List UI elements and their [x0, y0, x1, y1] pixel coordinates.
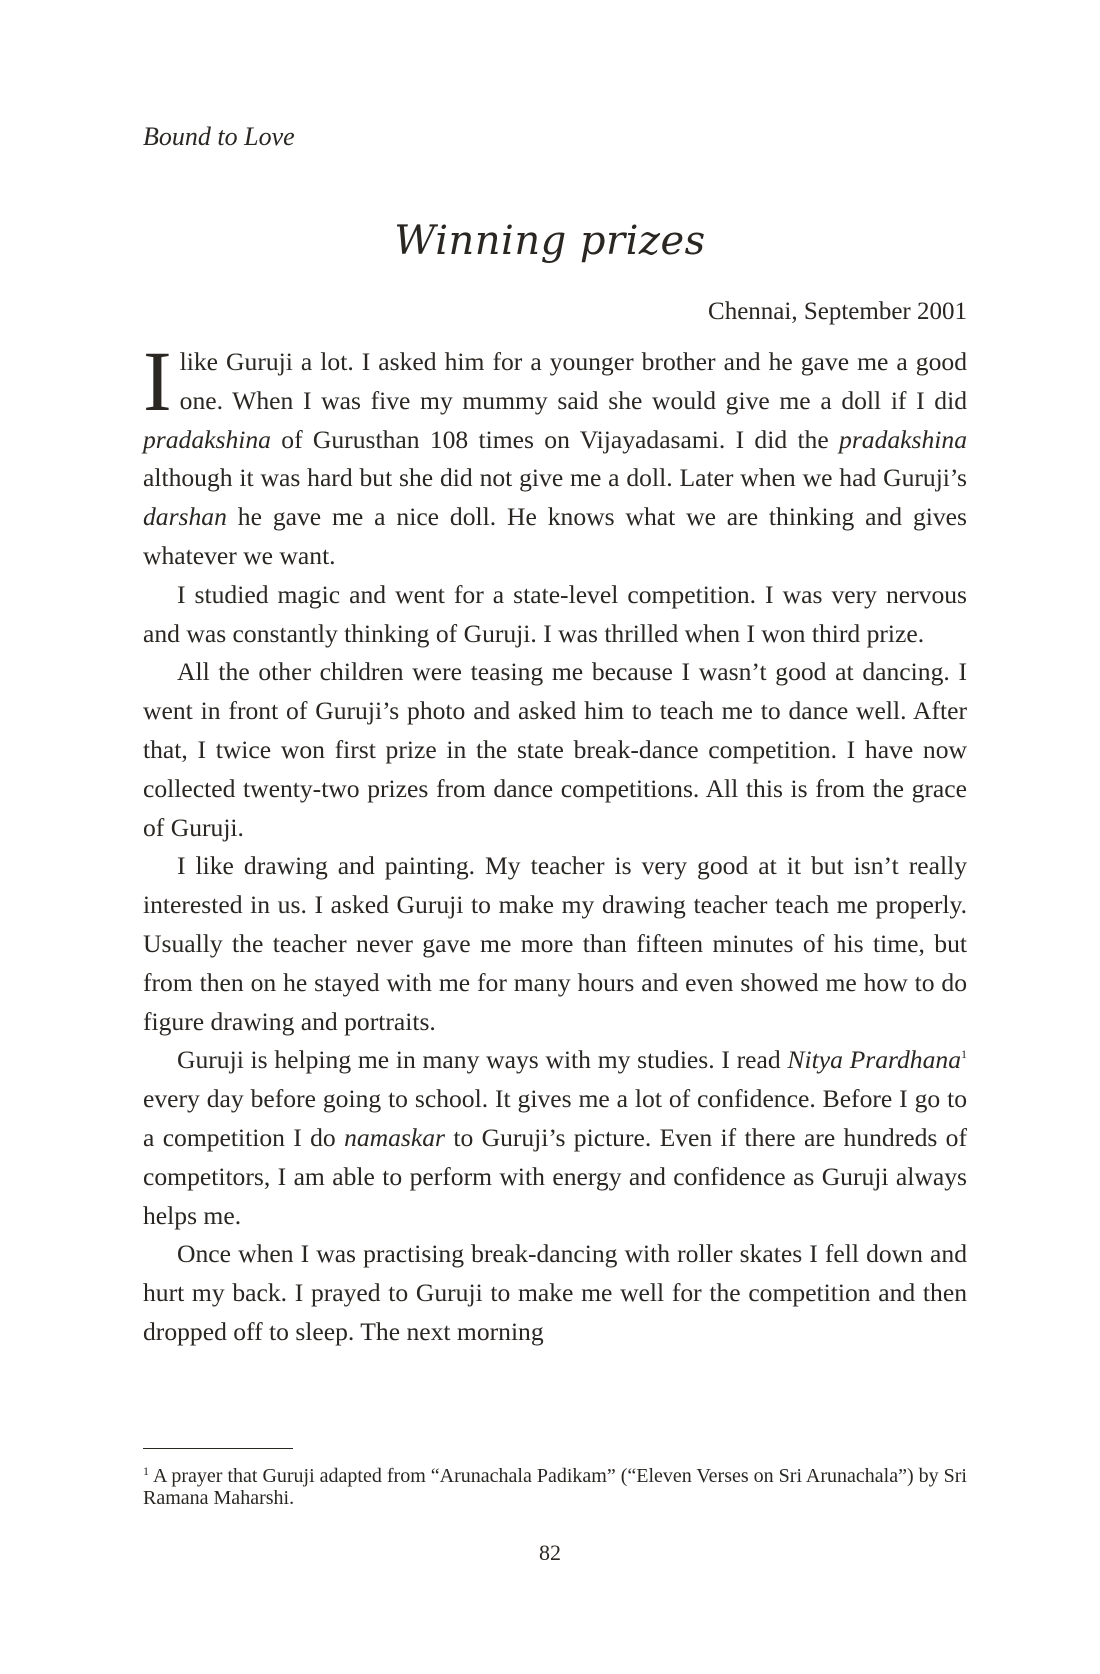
italic-term: Nitya Prardhana — [787, 1045, 961, 1075]
paragraph — [143, 847, 967, 1041]
text-run: I studied magic and went for a state-level competition. I was very nervous and was constantly thinking of Guruji. I was thrilled when I won third prize. — [143, 579, 967, 648]
text-run: he gave me a nice doll. He knows what we are thinking and gives whatever we want. — [143, 502, 967, 570]
italic-term: pradakshina — [143, 424, 271, 454]
paragraph — [143, 333, 967, 576]
text-run: Once when I was practising break-dancing with roller skates I fell down and hurt my back. I prayed to Guruji to make me well for the competition and then dropped off to sleep. The next morning — [143, 1239, 967, 1346]
italic-term: darshan — [143, 502, 227, 532]
italic-term: namaskar — [344, 1122, 446, 1152]
running-head: Bound to Love — [143, 122, 295, 151]
text-run: All the other children were teasing me because I wasn’t good at dancing. I went in front of Guruji’s photo and asked him to teach me to dance well. After that, I twice won first prize in the state break-dance competition. I have now collected twenty-two prizes from dance competitions. All this is from the grace of Guruji. — [143, 657, 967, 842]
chapter-title: Winning prizes — [394, 218, 706, 264]
text-run: I like drawing and painting. My teacher is very good at it but isn’t really interested in us. I asked Guruji to make my drawing teacher teach me properly. Usually the teacher never gave me more than fifteen minutes of his time, but from then on he stayed with me for many hours and even showed me how to do figure drawing and portraits. — [143, 851, 967, 1036]
paragraph — [143, 1235, 967, 1351]
body-text — [143, 333, 968, 1352]
paragraph — [143, 576, 967, 654]
text-run: like Guruji a lot. I asked him for a younger brother and he gave me a good one. When I was five my mummy said she would give me a doll if I did — [179, 347, 967, 415]
text-run: of Gurusthan 108 times on Vijayadasami. I did the — [270, 424, 840, 454]
text-run: Guruji is helping me in many ways with my studies. I read — [177, 1045, 788, 1075]
italic-term: pradakshina — [839, 424, 967, 454]
paragraph — [143, 1041, 967, 1235]
footnote-ref: 1 — [961, 1047, 967, 1062]
dateline: Chennai, September 2001 — [708, 298, 967, 325]
drop-cap: I — [143, 333, 172, 429]
paragraph — [143, 653, 967, 847]
footnote-text: A prayer that Guruji adapted from “Arunachala Padikam” (“Eleven Verses on Sri Arunachala”) by Sri Ramana Maharshi. — [143, 1465, 967, 1509]
text-run: every day before going to school. It gives me a lot of confidence. Before I go to a competition I do — [143, 1084, 967, 1152]
text-run: although it was hard but she did not give me a doll. Later when we had Guruji’s — [143, 463, 967, 493]
text-run: to Guruji’s picture. Even if there are hundreds of competitors, I am able to perform with energy and confidence as Guruji always helps me. — [143, 1122, 968, 1230]
footnote-rule — [143, 1448, 293, 1449]
page-number: 82 — [539, 1540, 561, 1565]
footnote-marker: 1 — [143, 1464, 149, 1478]
footnote — [143, 1465, 967, 1509]
